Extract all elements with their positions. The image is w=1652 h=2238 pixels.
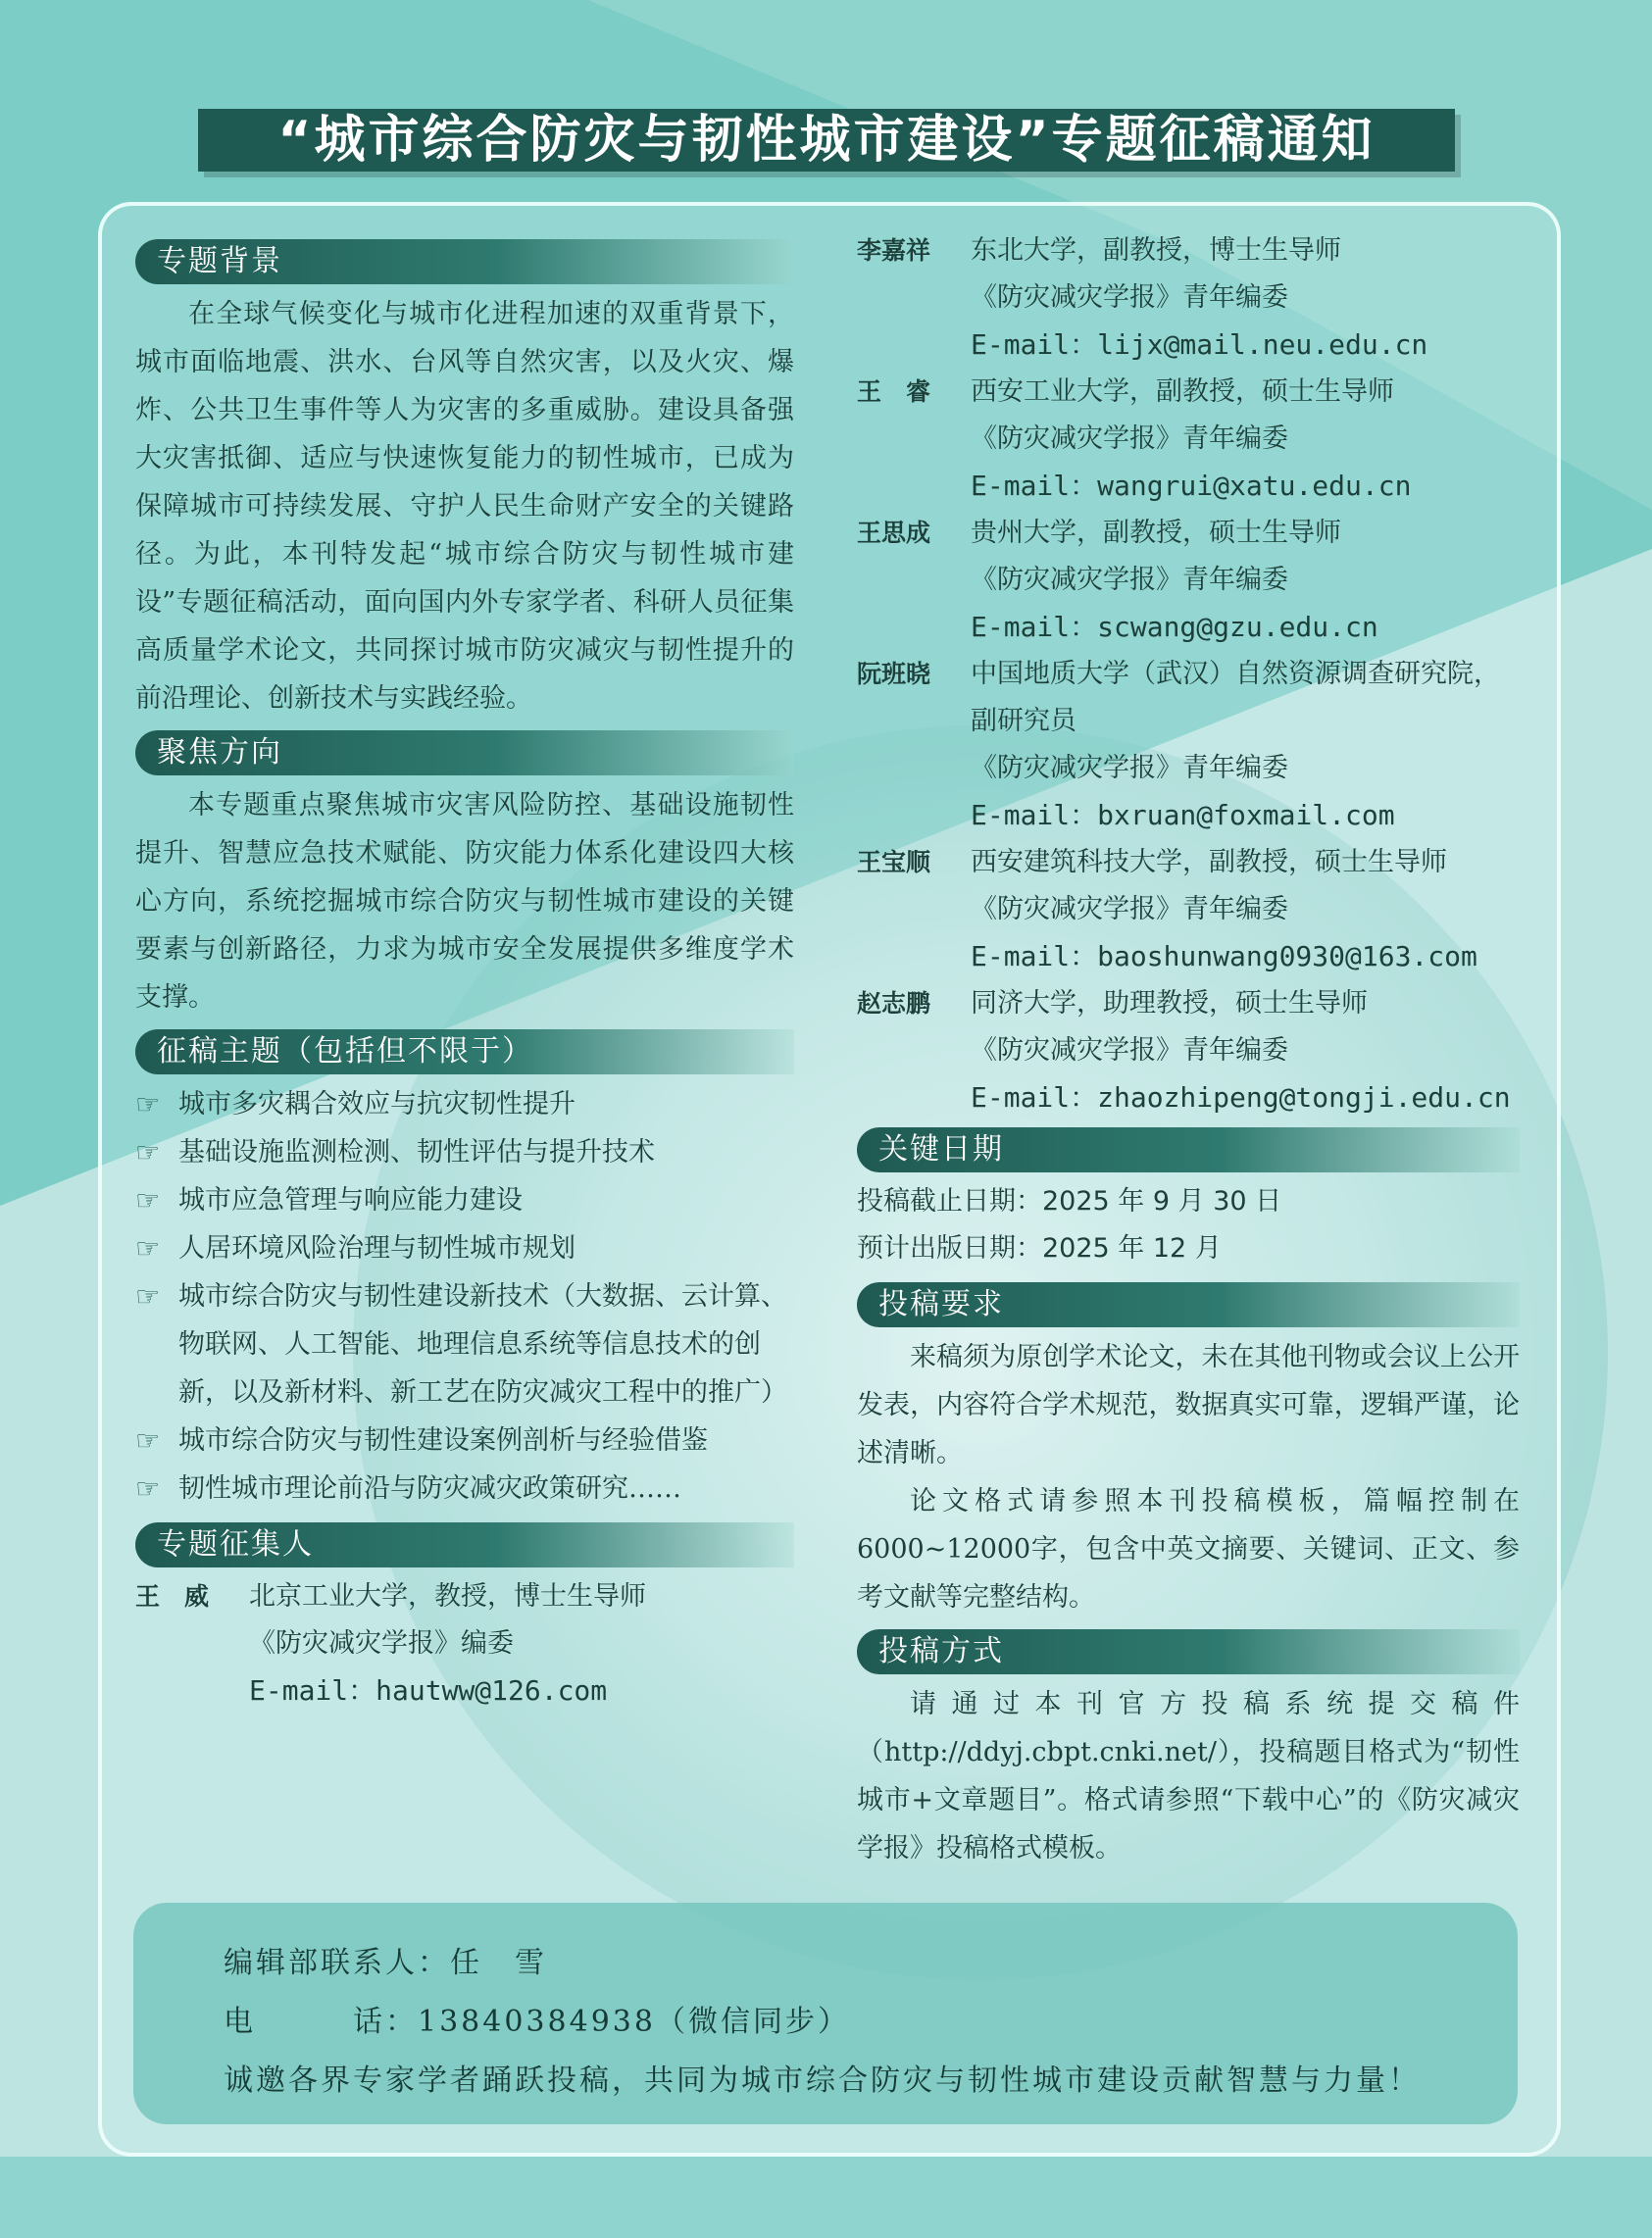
person-name: 赵志鹏 <box>857 989 931 1018</box>
contact-panel <box>133 1903 1518 2124</box>
pointing-hand-icon: ☞ <box>135 1136 161 1169</box>
email-text: E-mail：hautww@126.com <box>249 1674 608 1707</box>
page-title: “城市综合防灾与韧性城市建设”专题征稿通知 <box>198 109 1455 172</box>
section-heading-dates: 关键日期 <box>857 1127 1520 1172</box>
email-text: E-mail：wangrui@xatu.edu.cn <box>971 470 1412 502</box>
editor-entry: 王思成 贵州大学，副教授，硕士生导师 《防灾减灾学报》青年编委 E-mail：scwang@gzu.edu.cn <box>857 510 1520 651</box>
topic-list <box>135 1080 794 1513</box>
email-text: E-mail：scwang@gzu.edu.cn <box>971 611 1378 643</box>
person-name: 阮班晓 <box>857 660 931 688</box>
editor-entry: 王宝顺 西安建筑科技大学，副教授，硕士生导师 《防灾减灾学报》青年编委 E-mail：baoshunwang0930@163.com <box>857 839 1520 980</box>
invitation-slogan: 诚邀各界专家学者踊跃投稿，共同为城市综合防灾与韧性城市建设贡献智慧与力量！ <box>224 2064 1421 2098</box>
collector-entry <box>135 1573 794 1715</box>
list-item: ☞ 人居环境风险治理与韧性城市规划 <box>135 1224 794 1272</box>
list-item: ☞ 城市综合防灾与韧性建设新技术（大数据、云计算、物联网、人工智能、地理信息系统等信息技术的创新，以及新材料、新工艺在防灾减灾工程中的推广） <box>135 1272 794 1417</box>
editor-entry: 李嘉祥 东北大学，副教授，博士生导师 《防灾减灾学报》青年编委 E-mail：lijx@mail.neu.edu.cn <box>857 227 1520 369</box>
pointing-hand-icon: ☞ <box>135 1184 161 1217</box>
right-column <box>857 227 1520 1872</box>
section-heading-collectors: 专题征集人 <box>135 1522 794 1567</box>
person-name: 王 睿 <box>857 377 931 406</box>
person-name: 王 威 <box>135 1582 210 1611</box>
email-text: E-mail：bxruan@foxmail.com <box>971 799 1395 831</box>
editor-entry: 赵志鹏 同济大学，助理教授，硕士生导师 《防灾减灾学报》青年编委 E-mail：zhaozhipeng@tongji.edu.cn <box>857 980 1520 1121</box>
list-item: ☞ 基础设施监测检测、韧性评估与提升技术 <box>135 1128 794 1176</box>
list-item: ☞ 城市应急管理与响应能力建设 <box>135 1176 794 1224</box>
section-heading-focus: 聚焦方向 <box>135 730 794 775</box>
pointing-hand-icon: ☞ <box>135 1280 161 1313</box>
pointing-hand-icon: ☞ <box>135 1232 161 1265</box>
section-heading-method: 投稿方式 <box>857 1629 1520 1674</box>
email-text: E-mail：lijx@mail.neu.edu.cn <box>971 328 1428 361</box>
background-text: 在全球气候变化与城市化进程加速的双重背景下，城市面临地震、洪水、台风等自然灾害，以及火灾、爆炸、公共卫生事件等人为灾害的多重威胁。建设具备强大灾害抵御、适应与快速恢复能力的韧性城市，已成为保障城市可持续发展、守护人民生命财产安全的关键路径。为此，本刊特发起“城市综合防灾与韧性城市建设”专题征稿活动，面向国内外专家学者、科研人员征集高质量学术论文，共同探讨城市防灾减灾与韧性提升的前沿理论、创新技术与实践经验。 <box>135 299 794 714</box>
section-heading-background: 专题背景 <box>135 239 794 284</box>
publication-date: 预计出版日期：2025 年 12 月 <box>857 1233 1222 1264</box>
editor-entry: 阮班晓 中国地质大学（武汉）自然资源调查研究院， 副研究员 《防灾减灾学报》青年编委 E-mail：bxruan@foxmail.com <box>857 651 1520 839</box>
focus-text: 本专题重点聚焦城市灾害风险防控、基础设施韧性提升、智慧应急技术赋能、防灾能力体系化建设四大核心方向，系统挖掘城市综合防灾与韧性城市建设的关键要素与创新路径，力求为城市安全发展提供多维度学术支撑。 <box>135 790 794 1013</box>
list-item: ☞ 韧性城市理论前沿与防灾减灾政策研究…… <box>135 1465 794 1513</box>
email-text: E-mail：baoshunwang0930@163.com <box>971 940 1477 972</box>
person-name: 王宝顺 <box>857 848 931 876</box>
contact-phone: 电 话：13840384938（微信同步） <box>224 2005 850 2039</box>
format-text: 论文格式请参照本刊投稿模板，篇幅控制在6000~12000字，包含中英文摘要、关键词、正文、参考文献等完整结构。 <box>857 1486 1520 1613</box>
method-text: 请通过本刊官方投稿系统提交稿件（http://ddyj.cbpt.cnki.net/），投稿题目格式为“韧性城市+文章题目”。格式请参照“下载中心”的《防灾减灾学报》投稿格式模板。 <box>857 1689 1520 1864</box>
requirements-text: 来稿须为原创学术论文，未在其他刊物或会议上公开发表，内容符合学术规范，数据真实可靠，逻辑严谨，论述清晰。 <box>857 1342 1520 1468</box>
section-heading-requirements: 投稿要求 <box>857 1282 1520 1327</box>
contact-person: 编辑部联系人：任 雪 <box>224 1946 547 1980</box>
pointing-hand-icon: ☞ <box>135 1424 161 1457</box>
section-heading-topics: 征稿主题（包括但不限于） <box>135 1029 794 1074</box>
list-item: ☞ 城市多灾耦合效应与抗灾韧性提升 <box>135 1080 794 1128</box>
person-name: 李嘉祥 <box>857 236 931 265</box>
pointing-hand-icon: ☞ <box>135 1088 161 1120</box>
pointing-hand-icon: ☞ <box>135 1472 161 1505</box>
deadline-date: 投稿截止日期：2025 年 9 月 30 日 <box>857 1186 1282 1217</box>
person-name: 王思成 <box>857 519 931 547</box>
list-item: ☞ 城市综合防灾与韧性建设案例剖析与经验借鉴 <box>135 1417 794 1465</box>
left-column <box>135 233 794 1715</box>
person-info: 北京工业大学，教授，博士生导师 《防灾减灾学报》编委 E-mail：hautww@126.com <box>249 1573 646 1715</box>
email-text: E-mail：zhaozhipeng@tongji.edu.cn <box>971 1081 1511 1114</box>
editor-entry: 王 睿 西安工业大学，副教授，硕士生导师 《防灾减灾学报》青年编委 E-mail：wangrui@xatu.edu.cn <box>857 369 1520 510</box>
